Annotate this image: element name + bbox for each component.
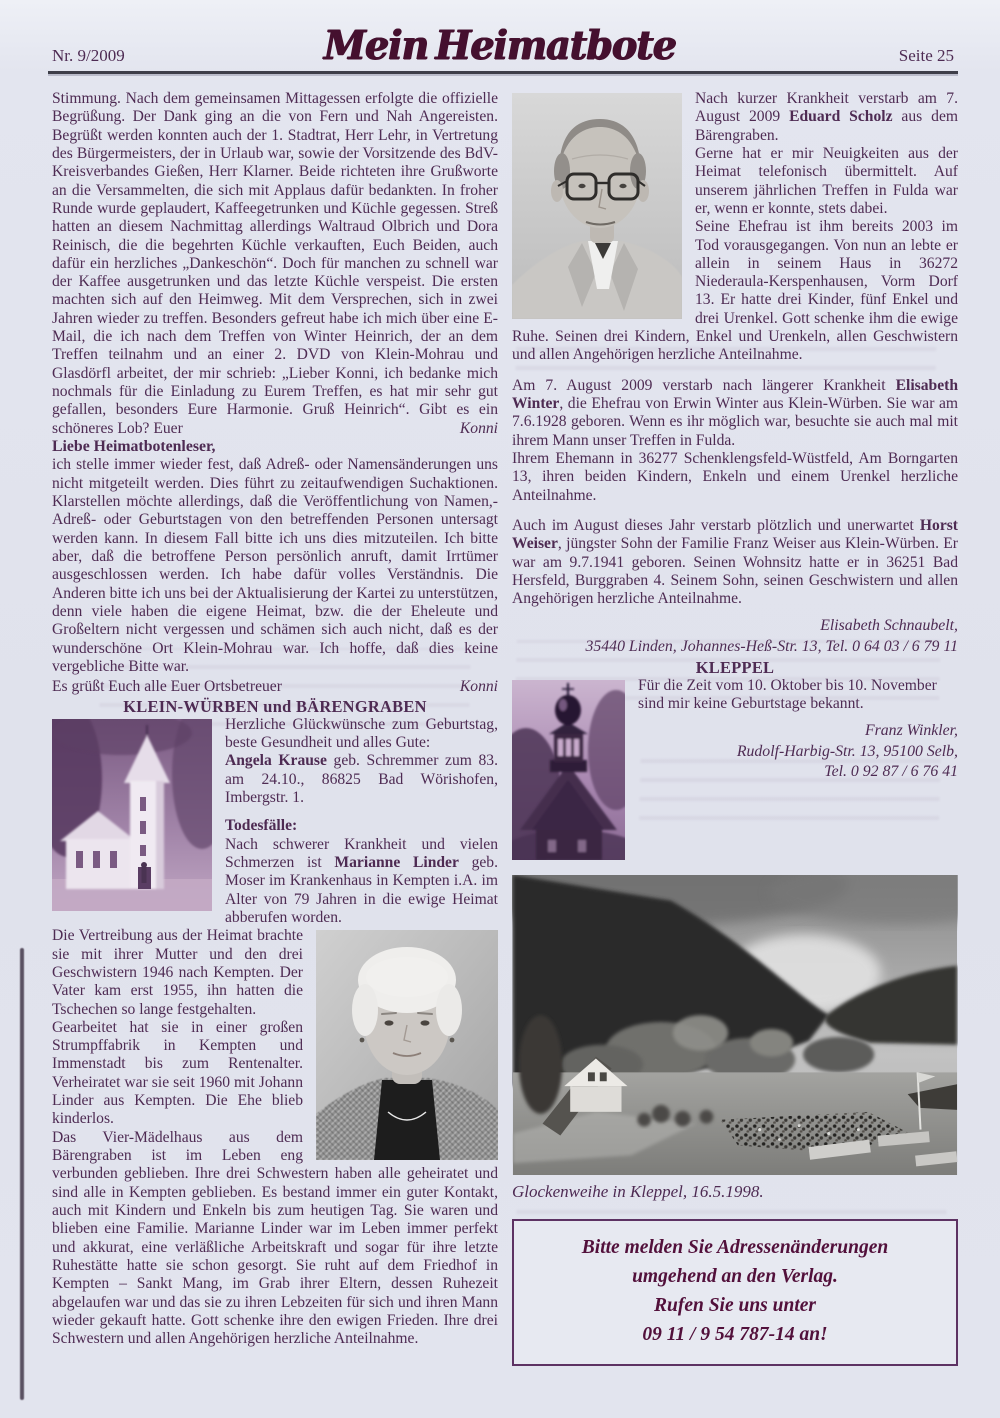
- header-rule: [48, 71, 958, 74]
- left-column: [52, 90, 498, 1348]
- contact-name: Elisabeth Schnaubelt,: [820, 617, 958, 635]
- photo-caption: Glockenweihe in Kleppel, 16.5.1998.: [512, 1181, 764, 1201]
- letter-closing: [52, 678, 498, 696]
- church-photo: [52, 719, 212, 911]
- letter-paragraph: ich stelle immer wieder fest, daß Adreß- oder Namensänderungen uns nicht mitgeteilt werden. Dies führt zu zeitaufwendigen Suchaktionen. Klarstellen möchte allerdings, daß die Veröffentlichung von Namen,- Adreß- oder Geburtstagen von den betreffenden Personen untersagt werden kann. In diesem Fall bitte ich uns dies mitzuteilen. Ich bitte aber, daß die betroffene Person persönlich anruft, damit Irrtümer ausgeschlossen werden. Ich habe dafür volles Verständnis. Die Anderen bitte ich uns bei der Aktualisierung der Kartei zu unterstützen, denn viele haben die eigene Heimat, bzw. die der Eheleute und Großeltern nicht vergessen und schämen sich auch nicht, daß es der wunderschöne Ort Klein-Mohrau war. Ich hoffe, daß dies keine vergebliche Bitte war.: [52, 456, 498, 675]
- deceased-name-bold: Elisabeth Winter: [512, 376, 958, 412]
- deaths-heading: Todesfälle:: [225, 817, 298, 835]
- deceased-name-bold: Eduard Scholz: [789, 108, 893, 126]
- obituary-text: , die Ehefrau von Erwin Winter aus Klein-Würben. Sie war am 7.6.1928 geboren. Wenn es ihr möglich war, besuchte sie auch mal mit ihrem Mann unser Treffen in Fulda.: [512, 395, 958, 449]
- scholz-paragraph: Gerne hat er mir Neuigkeiten aus der Heimat telefonisch übermittelt. Auf unserem jährlichen Treffen in Fulda war er, wenn er konnte, stets dabei.: [695, 144, 958, 217]
- obituary-text: geb. Moser im Krankenhaus in Kempten i.A. im Alter von 79 Jahren in die ewige Heimat abberufen worden.: [225, 854, 499, 926]
- scan-edge-artifact: [20, 948, 24, 1400]
- contact-phone: Tel. 0 92 87 / 6 76 41: [824, 763, 958, 781]
- section-heading-kleinwuerben: KLEIN-WÜRBEN und BÄRENGRABEN: [123, 696, 427, 716]
- linder-paragraph: Die Vertreibung aus der Heimat brachte sie mit ihrer Mutter und den drei Geschwistern 1946 nach Kempten. Der Vater kam erst 1955, ihn hatten die Tschechen so lange festgehalten.: [52, 927, 303, 1018]
- obituary-text: aus dem Bärengraben.: [695, 108, 958, 144]
- deceased-name-bold: Horst Weiser: [512, 516, 958, 553]
- obituary-text: Nach schwerer Krankheit und vielen Schmerzen ist: [225, 835, 498, 871]
- contact-address: Rudolf-Harbig-Str. 13, 95100 Selb,: [736, 742, 958, 760]
- notice-phone: 09 11 / 9 54 787-14 an!: [642, 1323, 828, 1345]
- scholz-paragraph: Seine Ehefrau ist ihm bereits 2003 im Tod vorausgegangen. Von nun an lebte er allein in seinem Haus in 36272 Niederaula-Kerspenhausen, Vorm Dorf 13. Er hatte drei Kinder, fünf Enkel und drei Urenkel. Gott schenke ihm die ewige Ruhe. Seinen drei Kindern, Enkel und Urenkeln, allen Geschwistern und allen Angehörigen herzliche Anteilnahme.: [512, 218, 958, 364]
- closing-text: Es grüßt Euch alle Euer Ortsbetreuer: [52, 678, 282, 696]
- letter-heading: Liebe Heimatbotenleser,: [52, 437, 216, 455]
- report-text: Stimmung. Nach dem gemeinsamen Mittagessen erfolgte die offizielle Begrüßung. Der Dank ging an die von Fern und Nah Angereisten. Begrüßt werden konnten auch der 1. Stadtrat, Herr Lehr, in Vertretung des Bürgermeisters, der in Urlaub war, sowie der Vorsitzende des BdV-Kreisverbandes Gießen, Herr Klarner. Beide richteten ihre Grußworte an die Versammelten, die sich mit Applaus dafür bedankten. In froher Runde wurde geplaudert, Kaffeegetrunken und Küchle gegessen. Streß hatten an diesem Nachmittag allerdings Waltraud Olbrich und Dora Reinisch, die die begehrten Küchle verkauften, Euch Beiden, auch dafür ein herzliches „Dankeschön“. Doch für manchen zu schnell war der Kaffee ausgetrunken und das letzte Küchle verspeist. Die ersten machten sich auf den Heimweg. Mit dem Versprechen, sich in zwei Jahren wieder zu treffen. Besonders gefreut habe ich mich über eine E-Mail, die ich nach dem Treffen von Winter Heinrich, der an dem Treffen teilnahm und an einer 2. DVD von Klein-Mohrau und Glasdörfl arbeitet, der mir schrieb: „Lieber Konni, ich bedanke mich nochmals für die Einladung zu Eurem Treffen, es hat mir sehr gut gefallen, besonders Eure Harmonie. Gruß Heinrich“. Gibt es ein schöneres Lob? Euer: [52, 90, 498, 437]
- contact-name: Franz Winkler,: [864, 722, 958, 740]
- notice-line: Bitte melden Sie Adressenänderungen: [581, 1237, 889, 1259]
- kleppel-tower-photo: [512, 680, 625, 860]
- birthday-deaths-block: [52, 716, 498, 927]
- page-number: Seite 25: [898, 46, 954, 65]
- marianne-linder-photo: [316, 930, 498, 1160]
- birthday-details: geb. Schremmer zum 83. am 24.10., 86825 Bad Wörishofen, Imbergstr. 1.: [225, 752, 498, 807]
- report-paragraph: [52, 90, 498, 438]
- closing-signature: Konni: [459, 678, 498, 696]
- issue-number: Nr. 9/2009: [52, 46, 125, 65]
- masthead-title: Mein Heimatbote: [323, 20, 677, 69]
- deceased-name-bold: Marianne Linder: [334, 854, 459, 871]
- section-heading-kleppel: KLEPPEL: [695, 657, 775, 677]
- linder-biography-block: [52, 927, 498, 1348]
- linder-paragraph: Gearbeitet hat sie in einer großen Strumpffabrik in Kempten und Immenstadt bis zum Rentenalter. Verheiratet war sie seit 1960 mit Johann Linder aus Kempten. Die Ehe blieb kinderlos.: [52, 1018, 303, 1128]
- contact-address: 35440 Linden, Johannes-Heß-Str. 13, Tel. 0 64 03 / 6 79 11: [585, 637, 958, 655]
- obituary-text: Auch im August dieses Jahr verstarb plötzlich und unerwartet: [512, 516, 920, 534]
- kleppel-paragraph: Für die Zeit vom 10. Oktober bis 10. November sind mir keine Geburtstage bekannt.: [638, 676, 937, 713]
- winter-obituary: [512, 377, 958, 450]
- obituary-text: , jüngster Sohn der Familie Franz Weiser aus Klein-Würben. Er war am 9.7.1941 geboren. Seinen Wohnsitz hatte er in 36251 Bad Hersfeld, Burggraben 4. Seinem Sohn, seinen Geschwistern und allen Angehörigen herzliche Anteilnahme.: [512, 535, 958, 608]
- right-column: [512, 90, 958, 1366]
- report-signature: Konni: [459, 419, 498, 437]
- notice-line: umgehend an den Verlag.: [632, 1266, 838, 1288]
- linder-paragraph: Das Vier-Mädelhaus aus dem Bärengraben ist im Leben eng verbunden geblieben. Ihre drei Schwestern haben alle geheiratet und sind alle in Kempten geblieben. Es bestand immer ein guter Kontakt, auch mit Kindern und Enkeln bis zum heutigen Tag. Sie waren und blieben eine Familie. Marianne Linder war im Leben immer perfekt und akkurat, eine verläßliche Arbeitskraft und sogar für ihre letzte Ruhestätte hatte sie schon gesorgt. Sie ruht auf dem Friedhof in Kempten – Sankt Mang, im Grab ihrer Eltern, dessen Ruhezeit abgelaufen war und das sie zu ihren Lebzeiten für sich und ihren Mann wieder gekauft hatte. Gott schenke ihre den ewigen Frieden. Ihre drei Schwestern und allen Angehörigen herzliche Anteilnahme.: [52, 1128, 498, 1348]
- glockenweihe-photo: [512, 875, 958, 1175]
- notice-box: [512, 1219, 958, 1365]
- birthday-intro: Herzliche Glückwünsche zum Geburtstag, beste Gesundheit und alles Gute:: [225, 715, 498, 752]
- obituary-text: Nach kurzer Krankheit verstarb am 7. August 2009: [695, 90, 958, 126]
- scholz-obituary-block: [512, 90, 958, 365]
- notice-line: Rufen Sie uns unter: [653, 1294, 817, 1316]
- eduard-scholz-photo: [512, 93, 682, 319]
- kleppel-block: [512, 677, 958, 864]
- birthday-name-bold: Angela Krause: [225, 752, 327, 770]
- weiser-obituary: [512, 517, 958, 609]
- obituary-text: Am 7. August 2009 verstarb nach längerer Krankheit: [512, 376, 896, 394]
- winter-condolence: Ihrem Ehemann in 36277 Schenklengsfeld-Wüstfeld, Am Borngarten 13, ihren beiden Kindern, Enkeln und einem Urenkel herzliche Anteilnahme.: [512, 449, 958, 504]
- contact-schnaubelt: [512, 616, 958, 657]
